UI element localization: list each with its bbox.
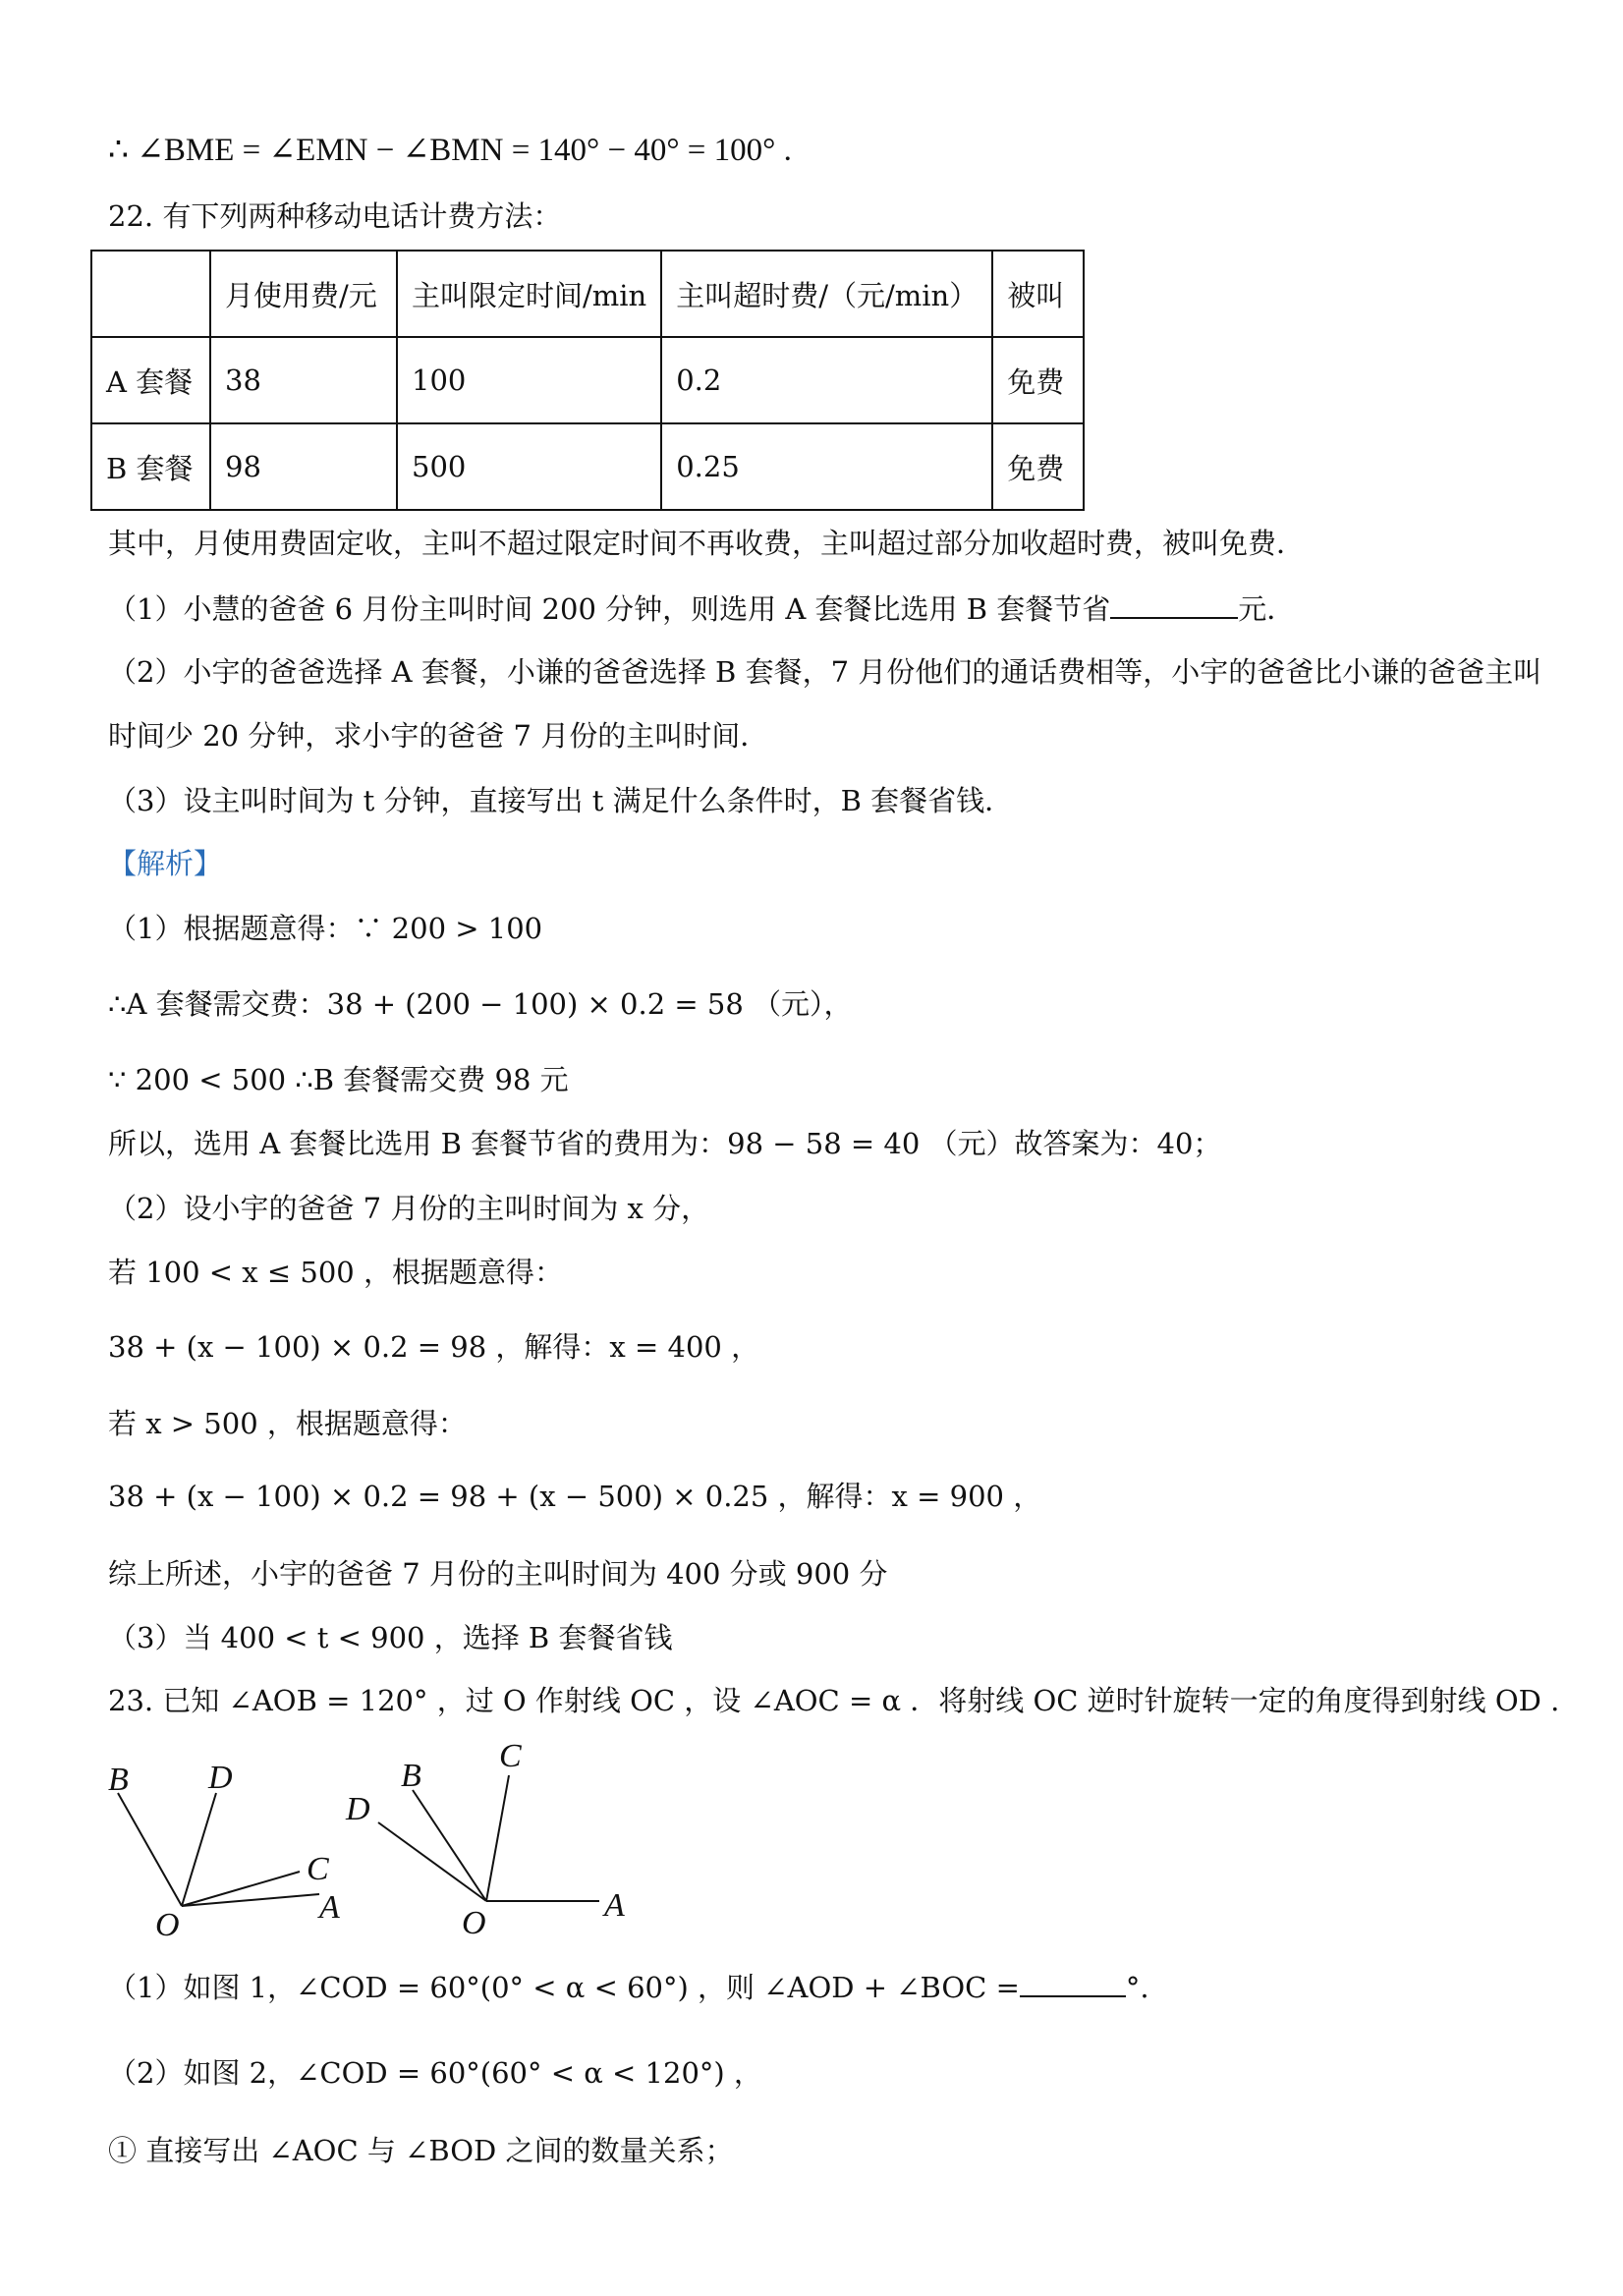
table-header-cell: 被叫 <box>992 251 1084 337</box>
q23-title: 23. 已知 ∠AOB = 120° ，过 O 作射线 OC ，设 ∠AOC = α ．将射线 OC 逆时针旋转一定的角度得到射线 OD . <box>108 1684 1560 1717</box>
analysis-line: 若 x > 500 ，根据题意得： <box>108 1407 467 1440</box>
table-cell: 100 <box>397 337 661 423</box>
table-cell: 免费 <box>992 423 1084 510</box>
table-cell: A 套餐 <box>91 337 210 423</box>
q23-part1-unit: °. <box>1125 1971 1149 2004</box>
table-header-cell: 月使用费/元 <box>210 251 397 337</box>
analysis-line: 综上所述，小宇的爸爸 7 月份的主叫时间为 400 分或 900 分 <box>108 1557 888 1591</box>
table-cell: 0.2 <box>661 337 992 423</box>
ray-od <box>378 1822 486 1901</box>
label-d: D <box>208 1760 233 1796</box>
table-cell: B 套餐 <box>91 423 210 510</box>
ray-ob <box>118 1793 182 1906</box>
q23-part2: （2）如图 2，∠COD = 60°(60° < α < 120°) ， <box>108 2056 762 2090</box>
table-header-row <box>91 251 1084 337</box>
q22-part2-line2: 时间少 20 分钟，求小宇的爸爸 7 月份的主叫时间． <box>108 719 769 753</box>
figure-2 <box>334 1719 658 1955</box>
q22-title: 22. 有下列两种移动电话计费方法： <box>108 199 562 233</box>
analysis-line: （2）设小宇的爸爸 7 月份的主叫时间为 x 分， <box>108 1192 710 1225</box>
label-c: C <box>499 1738 522 1774</box>
ray-ob <box>413 1790 486 1901</box>
table-cell: 免费 <box>992 337 1084 423</box>
analysis-line: （1）根据题意得：∵ 200 > 100 <box>108 912 543 945</box>
label-a: A <box>319 1889 340 1926</box>
fee-table <box>90 250 1085 511</box>
table-cell: 38 <box>210 337 397 423</box>
table-row <box>91 337 1084 423</box>
label-o: O <box>155 1907 180 1943</box>
q23-part1 <box>108 1970 1149 2005</box>
ray-od <box>182 1793 216 1906</box>
label-o: O <box>462 1905 486 1941</box>
analysis-line: 若 100 < x ≤ 500 ，根据题意得： <box>108 1256 563 1289</box>
q22-part2-line1: （2）小宇的爸爸选择 A 套餐，小谦的爸爸选择 B 套餐，7 月份他们的通话费相等，小宇的爸爸比小谦的爸爸主叫 <box>108 655 1542 689</box>
table-header-cell: 主叫超时费/（元/min） <box>661 251 992 337</box>
analysis-line: 38 + (x − 100) × 0.2 = 98 ，解得：x = 400 ， <box>108 1330 760 1364</box>
analysis-line: ∴A 套餐需交费：38 + (200 − 100) × 0.2 = 58 （元）， <box>108 987 853 1021</box>
analysis-label: 【解析】 <box>108 847 223 880</box>
label-a: A <box>604 1887 625 1924</box>
answer-blank <box>1020 1970 1126 1997</box>
analysis-line: 所以，选用 A 套餐比选用 B 套餐节省的费用为：98 − 58 = 40 （元）故答案为：40； <box>108 1127 1222 1160</box>
label-c: C <box>307 1851 329 1887</box>
q22-note: 其中，月使用费固定收，主叫不超过限定时间不再收费，主叫超过部分加收超时费，被叫免费． <box>108 527 1306 560</box>
table-cell: 500 <box>397 423 661 510</box>
ray-oc <box>486 1775 509 1901</box>
previous-answer-line: ∴ ∠BME = ∠EMN − ∠BMN = 140° − 40° = 100° . <box>108 133 792 168</box>
q23-part1-text: （1）如图 1，∠COD = 60°(0° < α < 60°) ，则 ∠AOD + ∠BOC = <box>108 1971 1020 2004</box>
table-header-cell: 主叫限定时间/min <box>397 251 661 337</box>
q22-part1 <box>108 591 1295 627</box>
table-header-cell <box>91 251 210 337</box>
q22-part3: （3）设主叫时间为 t 分钟，直接写出 t 满足什么条件时，B 套餐省钱． <box>108 784 1014 817</box>
label-b: B <box>108 1762 129 1798</box>
q23-sub1: ① 直接写出 ∠AOC 与 ∠BOD 之间的数量关系； <box>108 2134 734 2167</box>
label-d: D <box>346 1791 370 1827</box>
analysis-line: （3）当 400 < t < 900 ，选择 B 套餐省钱 <box>108 1621 673 1654</box>
q22-part1-unit: 元． <box>1238 592 1296 626</box>
answer-blank <box>1110 591 1238 619</box>
q22-part1-text: （1）小慧的爸爸 6 月份主叫时间 200 分钟，则选用 A 套餐比选用 B 套餐节省 <box>108 592 1111 626</box>
analysis-line: ∵ 200 < 500 ∴B 套餐需交费 98 元 <box>108 1063 569 1096</box>
table-cell: 0.25 <box>661 423 992 510</box>
table-cell: 98 <box>210 423 397 510</box>
analysis-line: 38 + (x − 100) × 0.2 = 98 + (x − 500) × 0.25 ，解得：x = 900 ， <box>108 1480 1042 1513</box>
table-row <box>91 423 1084 510</box>
label-b: B <box>401 1758 421 1794</box>
figure-1 <box>98 1739 373 1955</box>
